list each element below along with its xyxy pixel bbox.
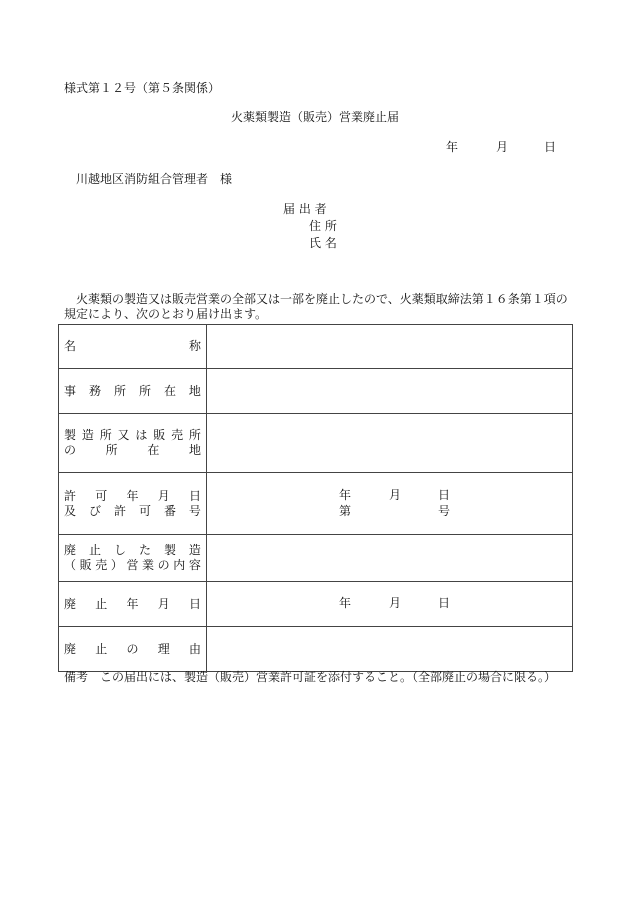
label-office-address bbox=[59, 369, 207, 414]
label-line: 事 務 所 所 在 地 bbox=[64, 383, 201, 398]
table-row bbox=[59, 414, 573, 473]
label-business-content bbox=[59, 535, 207, 582]
label-abolition-reason bbox=[59, 627, 207, 672]
abolition-month-label: 月 bbox=[389, 596, 402, 610]
value-permit-date-number[interactable] bbox=[207, 473, 573, 535]
label-line: 及 び 許 可 番 号 bbox=[64, 503, 201, 518]
abolition-day-label: 日 bbox=[438, 596, 451, 610]
table-row bbox=[59, 325, 573, 369]
label-facility-address bbox=[59, 414, 207, 473]
label-line: 廃 止 年 月 日 bbox=[64, 596, 201, 611]
date-day-label: 日 bbox=[544, 140, 557, 154]
form-number: 様式第１２号（第５条関係） bbox=[64, 81, 221, 95]
permit-dai-label: 第 bbox=[339, 504, 352, 518]
permit-go-label: 号 bbox=[438, 504, 451, 518]
table-row bbox=[59, 582, 573, 627]
label-line: 製 造 所 又 は 販 売 所 bbox=[64, 428, 201, 442]
name-label: 氏 名 bbox=[309, 236, 337, 250]
value-abolition-date[interactable] bbox=[207, 582, 573, 627]
remarks: 備考 この届出には、製造（販売）営業許可証を添付すること。（全部廃止の場合に限る。） bbox=[64, 670, 557, 684]
abolition-year-label: 年 bbox=[339, 596, 352, 610]
label-line: 廃 止 の 理 由 bbox=[64, 641, 201, 656]
label-abolition-date bbox=[59, 582, 207, 627]
date-year-label: 年 bbox=[446, 140, 459, 154]
label-line: 許 可 年 月 日 bbox=[64, 488, 201, 503]
intro-text: 火薬類の製造又は販売営業の全部又は一部を廃止したので、火薬類取締法第１６条第１項の規定により、次のとおり届け出ます。 bbox=[64, 292, 568, 321]
table-row bbox=[59, 473, 573, 535]
label-permit-date-number bbox=[59, 473, 207, 535]
label-line: （ 販 売 ） 営 業 の 内 容 bbox=[64, 558, 201, 572]
address-label: 住 所 bbox=[309, 219, 337, 233]
permit-year-label: 年 bbox=[339, 488, 352, 502]
notifier-label: 届 出 者 bbox=[283, 202, 327, 216]
date-month-label: 月 bbox=[496, 140, 509, 154]
label-line: 廃 止 し た 製 造 bbox=[64, 543, 201, 557]
permit-day-label: 日 bbox=[438, 488, 451, 502]
notification-form-table bbox=[58, 324, 573, 672]
value-facility-address[interactable] bbox=[207, 414, 573, 473]
label-line: 名 称 bbox=[64, 339, 201, 353]
table-row bbox=[59, 627, 573, 672]
document-title: 火薬類製造（販売）営業廃止届 bbox=[230, 110, 399, 124]
table-row bbox=[59, 535, 573, 582]
value-name[interactable] bbox=[207, 325, 573, 369]
label-line: の 所 在 地 bbox=[64, 443, 201, 457]
value-business-content[interactable] bbox=[207, 535, 573, 582]
value-office-address[interactable] bbox=[207, 369, 573, 414]
value-abolition-reason[interactable] bbox=[207, 627, 573, 672]
addressee: 川越地区消防組合管理者 様 bbox=[76, 172, 233, 186]
label-name bbox=[59, 325, 207, 369]
table-row bbox=[59, 369, 573, 414]
permit-month-label: 月 bbox=[389, 488, 402, 502]
